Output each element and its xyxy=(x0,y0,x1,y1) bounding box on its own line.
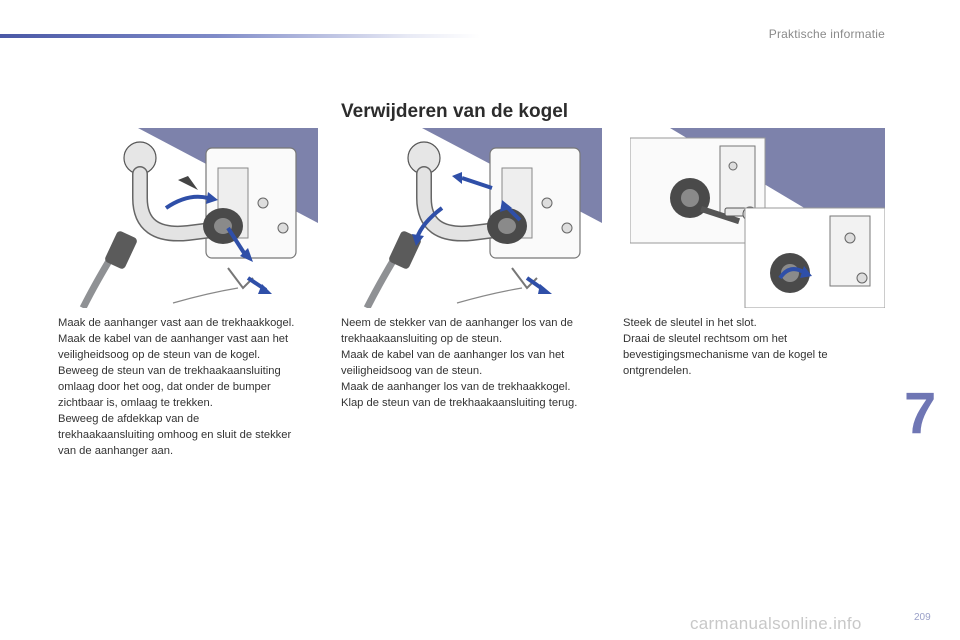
text-line: Steek de sleutel in het slot. xyxy=(623,317,757,329)
instructions-column-3 xyxy=(623,315,883,379)
instructions-column-1 xyxy=(58,315,328,459)
page-title: Verwijderen van de kogel xyxy=(341,101,569,122)
text-line: zichtbaar is, omlaag te trekken. xyxy=(58,397,213,409)
text-line: Beweeg de afdekkap van de xyxy=(58,413,200,425)
instructions-column-2 xyxy=(341,315,616,411)
illustration-attach-trailer xyxy=(78,128,318,308)
text-line: omlaag door het oog, dat onder de bumper xyxy=(58,381,271,393)
header-accent-bar xyxy=(0,34,480,38)
text-line: Draai de sleutel rechtsom om het xyxy=(623,333,788,345)
text-line: ontgrendelen. xyxy=(623,365,692,377)
text-line: Beweeg de steun van de trekhaakaansluiting xyxy=(58,365,281,377)
section-header: Praktische informatie xyxy=(768,27,885,41)
illustration-detach-trailer xyxy=(362,128,602,308)
text-line: veiligheidsoog op de steun van de kogel. xyxy=(58,349,261,361)
text-line: Maak de aanhanger vast aan de trekhaakkogel. xyxy=(58,317,295,329)
page-number: 209 xyxy=(914,612,931,623)
text-line: Klap de steun van de trekhaakaansluiting terug. xyxy=(341,397,578,409)
text-line: trekhaakaansluiting op de steun. xyxy=(341,333,503,345)
text-line: trekhaakaansluiting omhoog en sluit de stekker xyxy=(58,429,292,441)
text-line: Maak de aanhanger los van de trekhaakkogel. xyxy=(341,381,571,393)
text-line: van de aanhanger aan. xyxy=(58,445,174,457)
watermark: carmanualsonline.info xyxy=(690,614,862,633)
text-line: Maak de kabel van de aanhanger los van het xyxy=(341,349,565,361)
text-line: Maak de kabel van de aanhanger vast aan het xyxy=(58,333,289,345)
illustration-unlock-key xyxy=(630,128,885,308)
text-line: veiligheidsoog van de steun. xyxy=(341,365,483,377)
text-line: Neem de stekker van de aanhanger los van de xyxy=(341,317,573,329)
text-line: bevestigingsmechanisme van de kogel te xyxy=(623,349,828,361)
chapter-number: 7 xyxy=(904,381,937,446)
